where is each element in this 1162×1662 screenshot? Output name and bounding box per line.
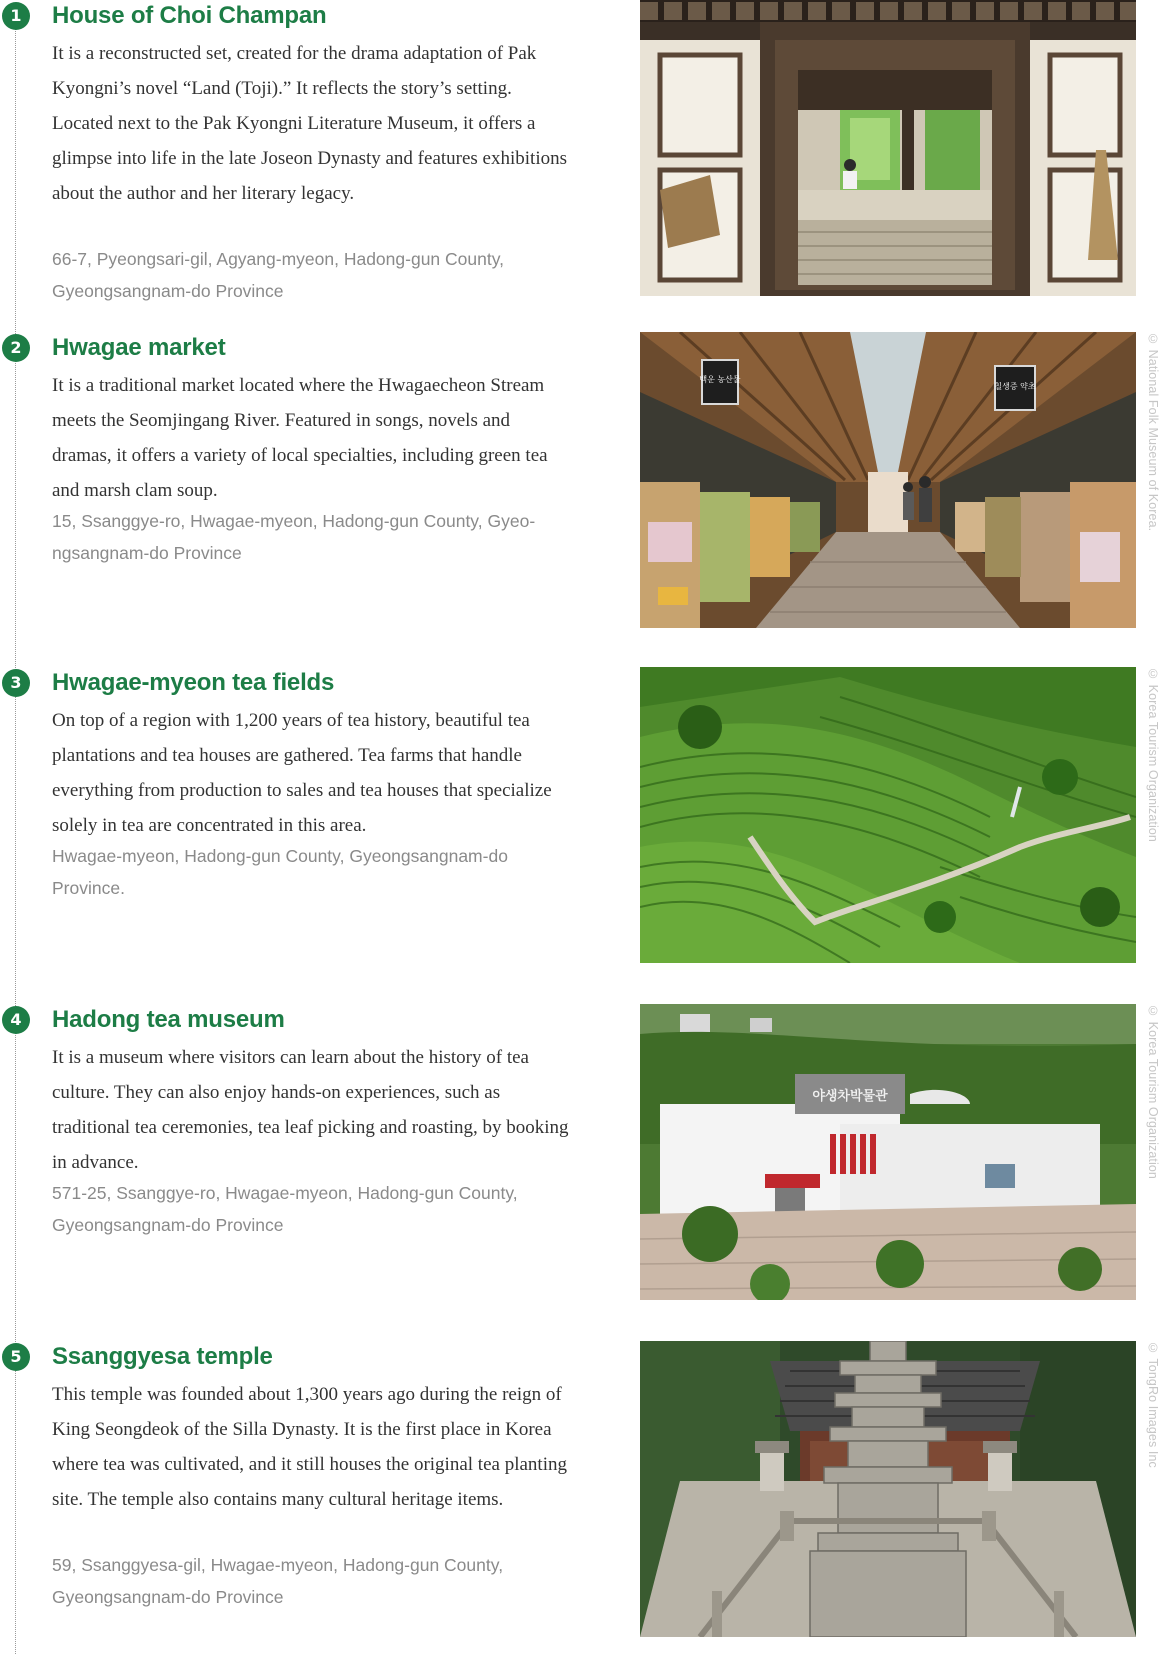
entry-title: Hadong tea museum	[52, 1006, 285, 1033]
entry-number-badge: 3	[2, 669, 30, 697]
entry-description: This temple was founded about 1,300 years ago during the reign of King Seongdeok of the Silla Dynasty. It is the first place in Korea where tea was cultivated, and it still houses the original tea planting site. The temple also contains many cultural heritage items.	[52, 1384, 567, 1510]
entry-hadong-tea-museum	[0, 1004, 1162, 1304]
entry-address: Hwagae-myeon, Hadong-gun County, Gyeongsangnam-do Province.	[52, 846, 508, 898]
photo-credit: © Korea Tourism Organization	[1146, 1004, 1160, 1179]
photo-market-arcade	[640, 332, 1136, 628]
entry-number-badge: 1	[2, 2, 30, 30]
entry-ssanggyesa-temple	[0, 1341, 1162, 1641]
photo-credit: © Korea Tourism Organization	[1146, 667, 1160, 842]
entry-title: Hwagae market	[52, 334, 226, 361]
photo-tea-museum	[640, 1004, 1136, 1300]
museum-sign: 야생차박물관	[812, 1089, 888, 1104]
entry-address: 15, Ssanggye-ro, Hwagae-myeon, Hadong-gun County, Gyeongsangnam-do Province	[52, 511, 536, 563]
photo-credit: © National Folk Museum of Korea.	[1146, 332, 1160, 532]
entry-hwagae-myeon-tea-fields	[0, 667, 1162, 967]
entry-title: Ssanggyesa temple	[52, 1343, 273, 1370]
entry-title: House of Choi Champan	[52, 2, 327, 29]
entry-hwagae-market	[0, 332, 1162, 632]
entry-number-badge: 4	[2, 1006, 30, 1034]
photo-house-gate	[640, 0, 1136, 296]
entry-title: Hwagae-myeon tea fields	[52, 669, 335, 696]
entry-address: 59, Ssanggyesa-gil, Hwagae-myeon, Hadong-gun County, Gyeongsangnam-do Province	[52, 1555, 504, 1607]
entry-description: It is a traditional market located where the Hwagaecheon Stream meets the Seomjingang River. Featured in songs, novels and dramas, it offers a variety of local specialties, including green tea and marsh clam soup.	[52, 375, 548, 501]
market-sign-right: 칠생증 약초	[994, 382, 1036, 391]
entry-number-badge: 2	[2, 334, 30, 362]
entry-description: It is a museum where visitors can learn about the history of tea culture. They can also enjoy hands-on experiences, such as traditional tea ceremonies, tea leaf picking and roasting, by booking in advance.	[52, 1047, 569, 1173]
entry-number-badge: 5	[2, 1343, 30, 1371]
entry-address: 66-7, Pyeongsari-gil, Agyang-myeon, Hadong-gun County, Gyeongsangnam-do Province	[52, 249, 505, 301]
photo-temple-pagoda	[640, 1341, 1136, 1637]
market-sign-left: 백운 농산물	[699, 375, 741, 384]
photo-tea-fields	[640, 667, 1136, 963]
entry-description: On top of a region with 1,200 years of tea history, beautiful tea plantations and tea houses are gathered. Tea farms that handle everything from production to sales and tea houses that specialize solely in tea are concentrated in this area.	[52, 710, 552, 836]
entry-address: 571-25, Ssanggye-ro, Hwagae-myeon, Hadong-gun County, Gyeongsangnam-do Province	[52, 1183, 518, 1235]
photo-credit: © TongRo Images Inc	[1146, 1341, 1160, 1468]
entry-description: It is a reconstructed set, created for the drama adaptation of Pak Kyongni’s novel “Land (Toji).” It reflects the story’s setting. Located next to the Pak Kyongni Literature Museum, it offers a glimpse into life in the late Joseon Dynasty and features exhibitions about the author and her literary legacy.	[52, 43, 568, 204]
entry-house-of-choi-champan	[0, 0, 1162, 300]
